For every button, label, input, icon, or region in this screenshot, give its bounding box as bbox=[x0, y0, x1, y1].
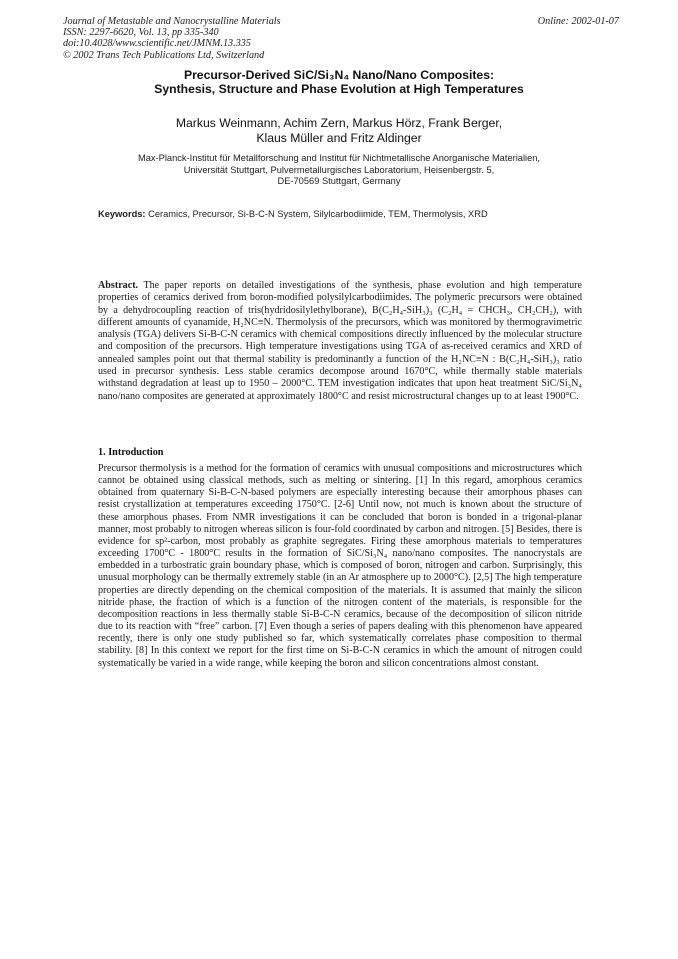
author-line-2: Klaus Müller and Fritz Aldinger bbox=[256, 131, 422, 145]
abstract-text: The paper reports on detailed investigations of the synthesis, phase evolution and high temperature properties of ceramics derived from boron-modified polysilylcarbodiimides. The polymeric precursors were obtained by a dehydrocoupling reaction of tris(hydridosilylethylborane), B(C₂H₄-SiH₃)₃ (C₂H₄ = CHCH₃, CH₂CH₂), with different amounts of cyanamide, H₂NC≡N. Thermolysis of the precursors, which was monitored by thermogravimetric analysis (TGA) delivers Si-B-C-N ceramics with chemical compositions directly influenced by the molecular structure and composition of the precursors. High temperature investigations using TGA of as-received ceramics and XRD of annealed samples point out that thermal stability is predominantly a function of the H₂NC≡N : B(C₂H₄-SiH₃)₃ ratio used in precursor synthesis. Less stable ceramics decompose around 1670°C, while thermally stable materials withstand degradation at least up to 1950 – 2000°C. TEM investigation indicates that upon heat treatment SiC/Si₃N₄ nano/nano composites are generated at approximately 1800°C and resist microstructural changes up to at least 1900°C. bbox=[98, 280, 582, 402]
abstract-label: Abstract. bbox=[98, 280, 139, 291]
paper-title-line-1: Precursor-Derived SiC/Si₃N₄ Nano/Nano Composites: bbox=[183, 68, 495, 82]
affiliation-line-1: Max-Planck-Institut für Metallforschung and Institut für Nichtmetallische Anorganische Materialien, bbox=[137, 153, 540, 163]
journal-doi: doi:10.4028/www.scientific.net/JMNM.13.335 bbox=[63, 38, 251, 50]
journal-issn: ISSN: 2297-6620, Vol. 13, pp 335-340 bbox=[63, 27, 219, 39]
author-line-1: Markus Weinmann, Achim Zern, Markus Hörz, Frank Berger, bbox=[175, 116, 503, 130]
keywords-label: Keywords: bbox=[98, 209, 146, 219]
paper-title bbox=[0, 68, 678, 96]
journal-name: Journal of Metastable and Nanocrystalline Materials bbox=[63, 16, 281, 27]
introduction-body bbox=[98, 463, 582, 670]
author-list bbox=[0, 116, 678, 146]
keywords-text: Ceramics, Precursor, Si-B-C-N System, Silylcarbodiimide, TEM, Thermolysis, XRD bbox=[145, 209, 488, 219]
affiliation-line-2: Universität Stuttgart, Pulvermetallurgisches Laboratorium, Heisenbergstr. 5, bbox=[183, 164, 495, 175]
section-heading-introduction: 1. Introduction bbox=[98, 447, 164, 458]
journal-header bbox=[63, 16, 619, 61]
introduction-text: Precursor thermolysis is a method for the formation of ceramics with unusual compositions and microstructures which cannot be obtained using classical methods, such as melting or sintering. [1] In this regard, amorphous ceramics obtained from quaternary Si-B-C-N-based polymers are especially interesting because their amorphous phases can resist crystallization at temperatures exceeding 1750°C. [2-6] Until now, not much is known about the structure of these amorphous phases. From NMR investigations it can be concluded that boron is bonded in a trigonal-planar manner, most probably to nitrogen whereas silicon is four-fold coordinated by carbon and nitrogen. [5] Besides, there is evidence for sp²-carbon, most probably as graphite segregates. Firing these amorphous materials to temperatures exceeding 1700°C - 1800°C results in the formation of SiC/Si₃N₄ nano/nano composites. The nanocrystals are embedded in a turbostratic grain boundary phase, which is composed of boron, nitrogen and carbon. Surprisingly, this unusual morphology can be thermally extremely stable (in an Ar atmosphere up to 2000°C). [2,5] The high temperature properties are directly depending on the chemical composition of the materials. It is assumed that mainly the silicon nitride phase, the fraction of which is a function of the nitrogen content of the materials, is responsible for the decomposition reactions in less thermally stable Si-B-C-N ceramics, because of the decomposition of silicon nitride due to its reaction with “free” carbon. [7] Even though a series of papers dealing with this phenomenon have appeared recently, there is only one study published so far, which systematically correlates phase composition to thermal stability. [8] In this context we report for the first time on Si-B-C-N ceramics in which the amount of nitrogen could systematically be varied in a wide range, while keeping the boron and silicon concentrations almost constant. bbox=[98, 463, 582, 669]
abstract bbox=[98, 280, 582, 403]
keywords bbox=[98, 208, 618, 220]
paper-title-line-2: Synthesis, Structure and Phase Evolution at High Temperatures bbox=[154, 82, 524, 96]
affiliation bbox=[0, 153, 678, 188]
affiliation-line-3: DE-70569 Stuttgart, Germany bbox=[277, 176, 401, 186]
journal-copyright: © 2002 Trans Tech Publications Ltd, Switzerland bbox=[63, 49, 265, 61]
online-date: Online: 2002-01-07 bbox=[537, 16, 619, 27]
